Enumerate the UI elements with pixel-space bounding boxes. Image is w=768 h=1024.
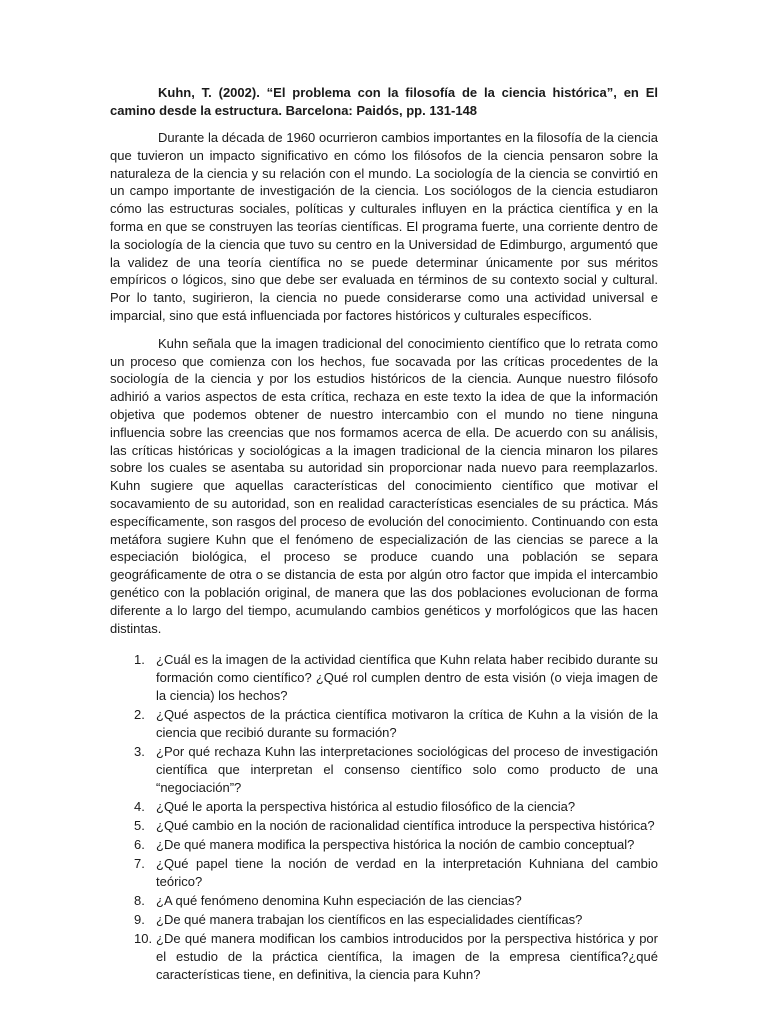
question-text: ¿Cuál es la imagen de la actividad científica que Kuhn relata haber recibido durante su formación como científico? ¿Qué rol cumplen dentro de esta visión (o vieja imagen de la ciencia) los hechos? [156, 652, 658, 704]
question-number: 6. [134, 837, 145, 853]
question-number: 7. [134, 856, 145, 872]
question-text: ¿Qué aspectos de la práctica científica motivaron la crítica de Kuhn a la visión de la ciencia que recibió durante su formación? [156, 707, 658, 741]
question-item [110, 911, 658, 929]
question-number: 9. [134, 912, 145, 928]
question-text: ¿A qué fenómeno denomina Kuhn especiación de las ciencias? [156, 893, 522, 909]
question-item [110, 706, 658, 742]
question-text: ¿De qué manera modifican los cambios introducidos por la perspectiva histórica y por el estudio de la práctica científica, la imagen de la empresa científica?¿qué características tiene, en definitiva, la ciencia para Kuhn? [156, 931, 658, 983]
question-item [110, 817, 658, 835]
question-item [110, 651, 658, 705]
question-text: ¿De qué manera trabajan los científicos en las especialidades científicas? [156, 912, 583, 928]
question-text: ¿Qué le aporta la perspectiva histórica al estudio filosófico de la ciencia? [156, 799, 576, 815]
question-number: 5. [134, 818, 145, 834]
question-number: 4. [134, 799, 145, 815]
citation-heading: Kuhn, T. (2002). “El problema con la filosofía de la ciencia histórica”, en El camino desde la estructura. Barcelona: Paidós, pp. 131-148 [110, 85, 658, 118]
question-text: ¿Qué papel tiene la noción de verdad en la interpretación Kuhniana del cambio teórico? [156, 856, 658, 890]
question-item [110, 892, 658, 910]
paragraph-kuhn: Kuhn señala que la imagen tradicional del conocimiento científico que lo retrata como un proceso que comienza con los hechos, fue socavada por las críticas procedentes de la sociología de la ciencia y por los estudios históricos de la ciencia. Aunque nuestro filósofo adhirió a varios aspectos de esta crítica, rechaza en este texto la idea de que la información objetiva que podemos obtener de nuestro intercambio con el mundo no tiene ninguna influencia sobre las creencias que nos formamos acerca de ella. De acuerdo con su análisis, las críticas históricas y sociológicas a la imagen tradicional de la ciencia minaron los pilares sobre los cuales se asentaba su autoridad sin proporcionar nada nuevo para reemplazarlos. Kuhn sugiere que aquellas características del conocimiento científico que motivar el socavamiento de su autoridad, son en realidad características esenciales de su práctica. Más específicamente, son rasgos del proceso de evolución del conocimiento. Continuando con esta metáfora sugiere Kuhn que el fenómeno de especialización de las ciencias se parece a la especiación biológica, el proceso se produce cuando una población se separa geográficamente de otra o se distancia de esta por algún otro factor que impida el intercambio genético con la población original, de manera que las dos poblaciones evolucionan de forma diferente a lo largo del tiempo, acumulando cambios genéticos y morfológicos que las hacen distintas. [110, 335, 658, 636]
question-item [110, 743, 658, 797]
question-number: 10. [134, 931, 153, 947]
question-item [110, 930, 658, 984]
question-text: ¿De qué manera modifica la perspectiva histórica la noción de cambio conceptual? [156, 837, 635, 853]
question-item [110, 798, 658, 816]
question-item [110, 855, 658, 891]
question-number: 8. [134, 893, 145, 909]
question-number: 1. [134, 652, 145, 668]
questions-list [110, 651, 658, 984]
paragraph-intro: Durante la década de 1960 ocurrieron cambios importantes en la filosofía de la ciencia que tuvieron un impacto significativo en cómo los filósofos de la ciencia pensaron sobre la naturaleza de la ciencia y su relación con el mundo. La sociología de la ciencia se convirtió en un campo importante de investigación de la ciencia. Los sociólogos de la ciencia estudiaron cómo las estructuras sociales, políticas y culturales influyen en la práctica científica y en la forma en que se construyen las teorías científicas. El programa fuerte, una corriente dentro de la sociología de la ciencia que tuvo su centro en la Universidad de Edimburgo, argumentó que la validez de una teoría científica no se puede determinar únicamente por sus méritos empíricos o lógicos, sino que debe ser evaluada en términos de su contexto social y cultural. Por lo tanto, sugirieron, la ciencia no puede considerarse como una actividad universal e imparcial, sino que está influenciada por factores históricos y culturales específicos. [110, 130, 658, 323]
question-text: ¿Por qué rechaza Kuhn las interpretaciones sociológicas del proceso de investigación científica que interpretan el consenso científico solo como producto de una “negociación”? [156, 744, 658, 796]
question-number: 2. [134, 707, 145, 723]
question-number: 3. [134, 744, 145, 760]
question-text: ¿Qué cambio en la noción de racionalidad científica introduce la perspectiva histórica? [156, 818, 655, 834]
question-item [110, 836, 658, 854]
document-page [110, 84, 658, 985]
